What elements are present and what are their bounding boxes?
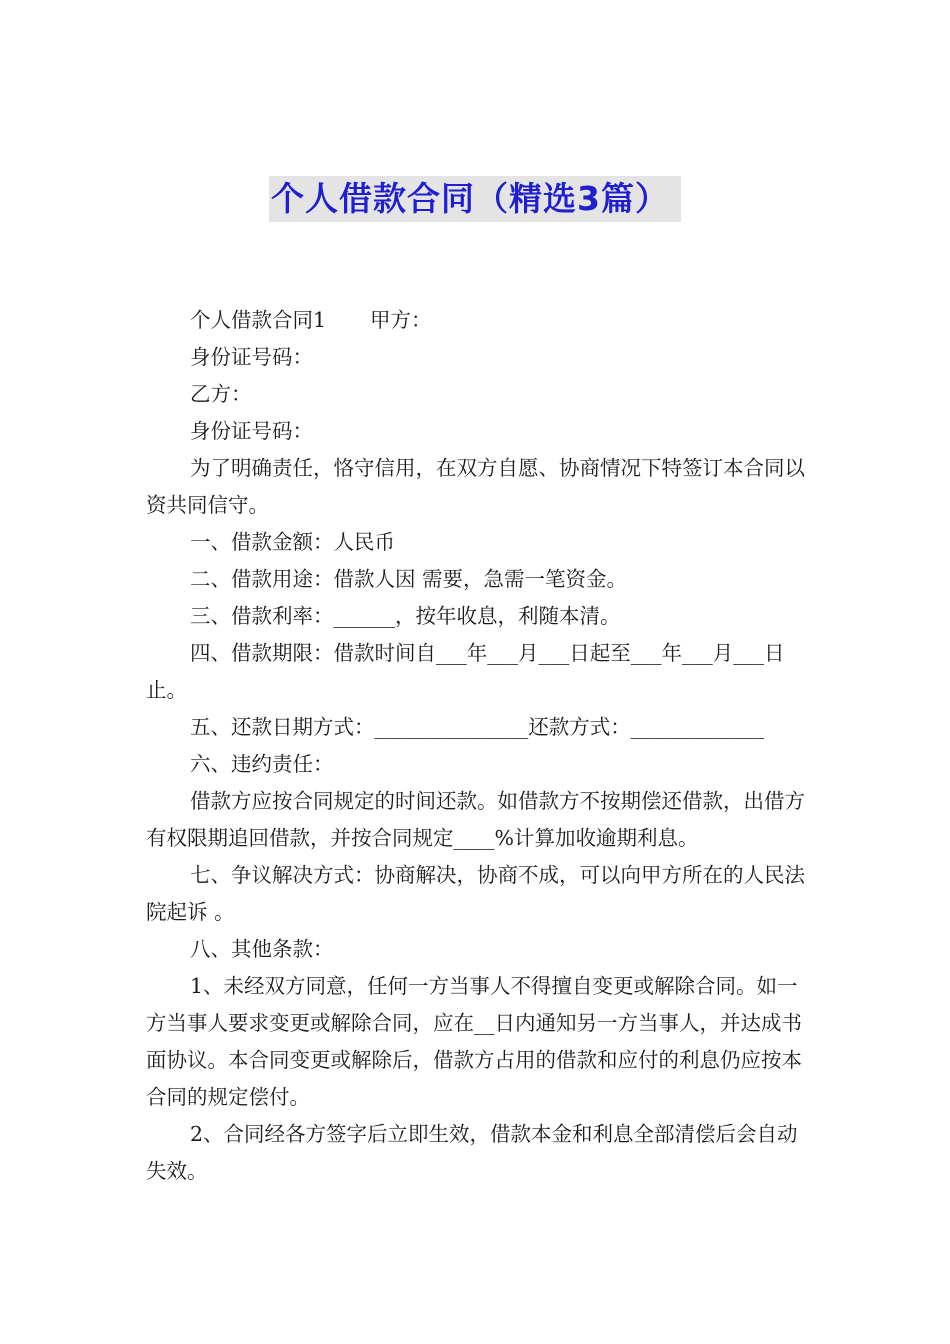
contract-label: 个人借款合同1 <box>190 308 327 332</box>
paragraph: 五、还款日期方式：_______________还款方式：_____________ <box>190 715 764 739</box>
document-body <box>146 302 810 1190</box>
paragraph: 1、未经双方同意，任何一方当事人不得擅自变更或解除合同。如一方当事人要求变更或解除合同，应在__日内通知另一方当事人，并达成书面协议。本合同变更或解除后，借款方占用的借款和应付的利息仍应按本合同的规定偿付。 <box>146 974 802 1109</box>
party-a-label: 甲方： <box>370 308 432 332</box>
title-container <box>0 176 950 222</box>
paragraph: 八、其他条款： <box>190 937 334 961</box>
paragraph: 三、借款利率：______，按年收息，利随本清。 <box>190 604 621 628</box>
paragraph: 为了明确责任，恪守信用，在双方自愿、协商情况下特签订本合同以资共同信守。 <box>146 456 805 517</box>
paragraph: 借款方应按合同规定的时间还款。如借款方不按期偿还借款，出借方有权限期追回借款，并按合同规定____%计算加收逾期利息。 <box>146 789 805 850</box>
heading-line <box>146 302 810 339</box>
paragraph: 身份证号码： <box>190 419 313 443</box>
paragraph: 乙方： <box>190 382 252 406</box>
paragraph: 六、违约责任： <box>190 752 334 776</box>
paragraph: 身份证号码： <box>190 345 313 369</box>
paragraph: 二、借款用途：借款人因 需要，急需一笔资金。 <box>190 567 628 591</box>
paragraph: 四、借款期限：借款时间自___年___月___日起至___年___月___日止。 <box>146 641 785 702</box>
document-title: 个人借款合同（精选3篇） <box>269 176 681 222</box>
paragraph: 一、借款金额：人民币 <box>190 530 395 554</box>
paragraph: 七、争议解决方式：协商解决，协商不成，可以向甲方所在的人民法院起诉 。 <box>146 863 805 924</box>
paragraph: 2、合同经各方签字后立即生效，借款本金和利息全部清偿后会自动失效。 <box>146 1122 798 1183</box>
